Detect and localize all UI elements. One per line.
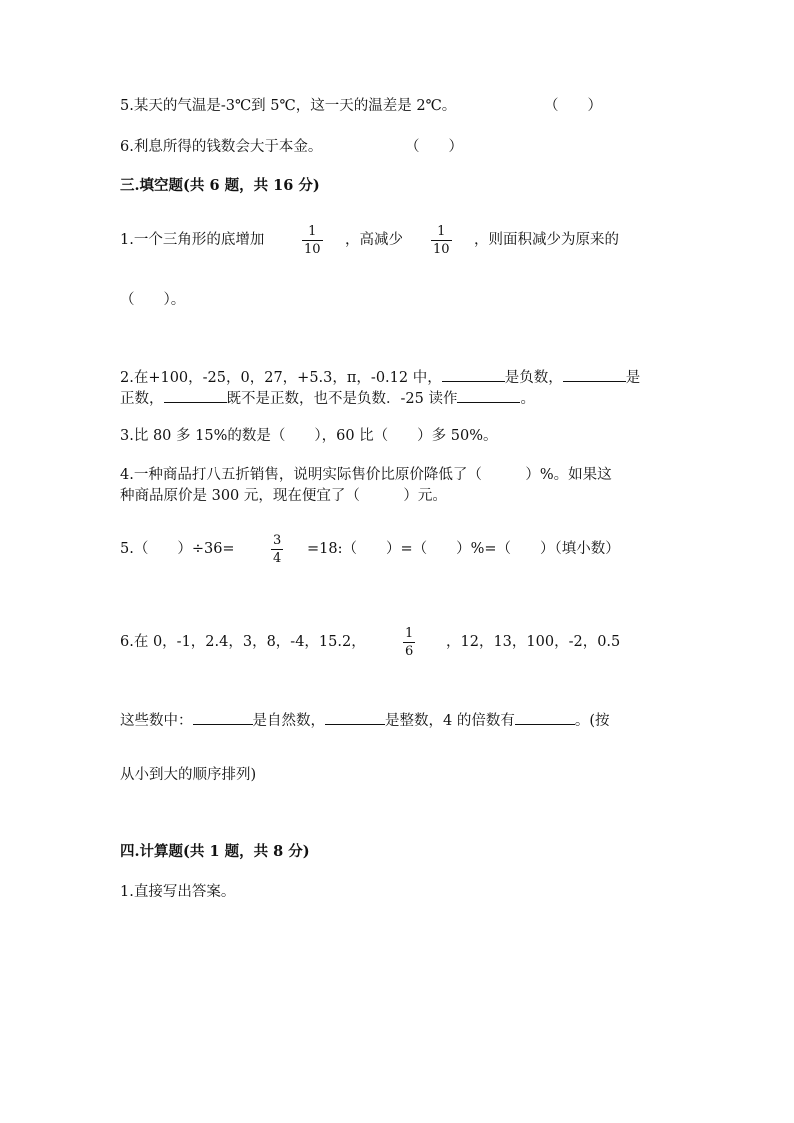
q6-text-a: 这些数中：: [120, 713, 193, 729]
q1-answer-line[interactable]: （ ）。: [120, 292, 186, 308]
q2-text-a: 2.在+100，-25，0，27，+5.3，π，-0.12 中，: [120, 370, 442, 386]
fraction-denominator: 6: [405, 644, 414, 659]
fill-question-4-line-2: 种商品原价是 300 元，现在便宜了（ ）元。: [120, 488, 447, 504]
fill-question-4-line-1: 4.一种商品打八五折销售，说明实际售价比原价降低了（ ）%。如果这: [120, 467, 612, 483]
fill-question-6-line-3: 从小到大的顺序排列): [120, 767, 257, 783]
q2-text-e: 既不是正数，也不是负数．-25 读作: [226, 391, 458, 407]
fraction-three-quarters: [271, 533, 283, 566]
q2-text-b: 是负数，: [504, 370, 563, 386]
q2-text-d: 正数，: [120, 391, 164, 407]
fraction-denominator: 4: [273, 551, 282, 566]
fill-question-5-part-2: =18:（ ）=（ ）%=（ ）（填小数）: [307, 541, 620, 557]
fill-question-2-line-1: [120, 367, 640, 387]
answer-blank[interactable]: [563, 367, 626, 382]
q1-part1: 1.一个三角形的底增加: [120, 232, 265, 248]
answer-blank[interactable]: [193, 710, 253, 725]
answer-blank[interactable]: [164, 388, 227, 403]
fraction-bar: [302, 240, 323, 241]
fill-question-2-line-2: [120, 388, 535, 408]
section-4-heading: 四.计算题(共 1 题，共 8 分): [120, 843, 310, 860]
answer-blank[interactable]: [457, 388, 520, 403]
answer-blank[interactable]: [442, 367, 505, 382]
answer-blank[interactable]: [325, 710, 385, 725]
calc-question-1: 1.直接写出答案。: [120, 884, 236, 900]
fraction-one-tenth: [431, 224, 452, 257]
fraction-denominator: 10: [433, 242, 450, 257]
fraction-numerator: 1: [437, 224, 446, 239]
answer-blank[interactable]: [515, 710, 575, 725]
fill-question-6-line-2: [120, 710, 610, 730]
q1-part3: ，则面积减少为原来的: [474, 232, 619, 248]
fraction-bar: [403, 642, 415, 643]
q6-text-c: 是整数，4 的倍数有: [385, 713, 515, 729]
q2-text-c: 是: [625, 370, 641, 386]
answer-paren[interactable]: （ ）: [544, 98, 602, 114]
q2-text-f: 。: [520, 391, 535, 407]
judge-question-5: [120, 97, 602, 115]
fill-question-3: 3.比 80 多 15%的数是（ ），60 比（ ）多 50%。: [120, 428, 498, 444]
fraction-numerator: 3: [273, 533, 282, 548]
fraction-one-sixth: [403, 626, 415, 659]
answer-paren[interactable]: （ ）: [405, 139, 463, 155]
fill-question-6-part-2: ，12，13，100，-2，0.5: [446, 634, 621, 650]
section-3-heading: 三.填空题(共 6 题，共 16 分): [120, 177, 320, 194]
fill-question-1: [120, 231, 264, 249]
fraction-bar: [431, 240, 452, 241]
fraction-numerator: 1: [308, 224, 317, 239]
fraction-bar: [271, 549, 283, 550]
fill-question-6-part-1: 6.在 0，-1，2.4，3，8，-4，15.2，: [120, 634, 366, 650]
fraction-one-tenth: [302, 224, 323, 257]
judge-question-6-text: 6.利息所得的钱数会大于本金。: [120, 139, 323, 155]
fraction-denominator: 10: [304, 242, 321, 257]
q6-text-d: 。(按: [574, 713, 610, 729]
fill-question-5-part-1: 5.（ ）÷36=: [120, 541, 235, 557]
q6-text-b: 是自然数，: [252, 713, 325, 729]
judge-question-5-text: 5.某天的气温是-3℃到 5℃，这一天的温差是 2℃。: [120, 98, 457, 114]
fraction-numerator: 1: [405, 626, 414, 641]
q1-part2: ，高减少: [345, 232, 403, 248]
judge-question-6: [120, 138, 463, 156]
